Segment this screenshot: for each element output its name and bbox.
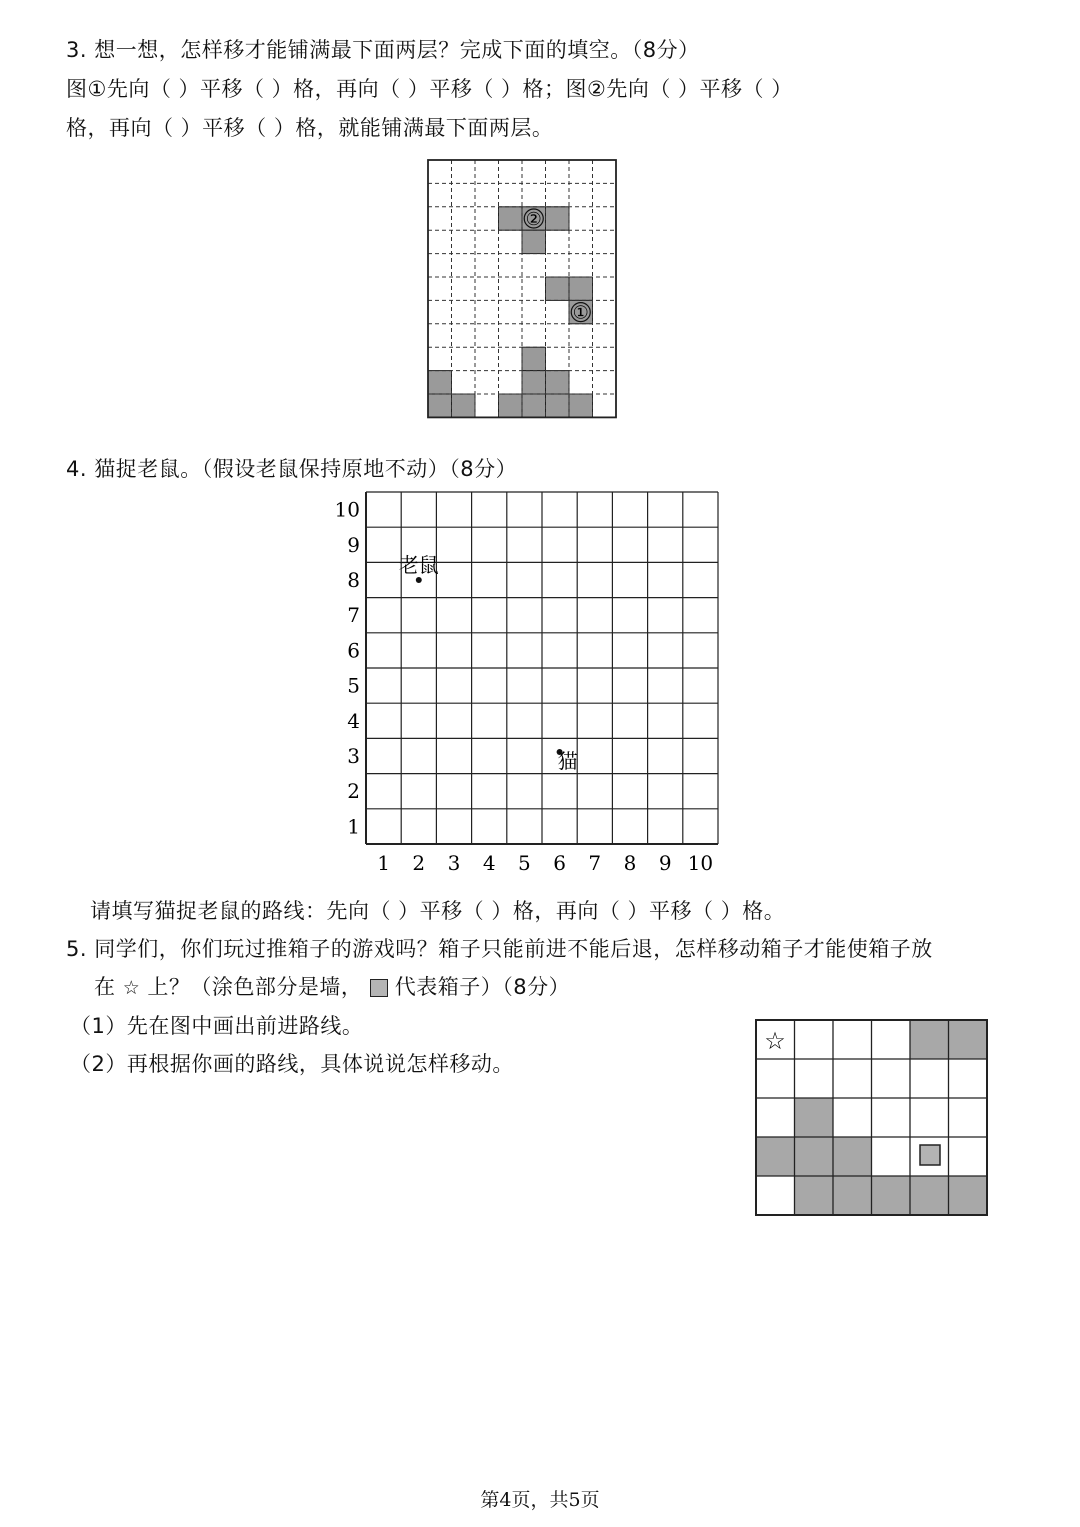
filled-cell (546, 207, 570, 230)
q5-sub-1: （1）先在图中画出前进路线。 (70, 1014, 364, 1038)
page-footer: 第4页，共5页 (480, 1489, 600, 1511)
mouse-point (416, 577, 422, 583)
x-tick-label: 5 (518, 851, 531, 875)
q5-title-part-a: 在 (94, 975, 116, 999)
mouse-label: 老鼠 (398, 553, 439, 577)
x-tick-label: 4 (482, 851, 496, 875)
q5-title-line-2 (94, 973, 570, 1002)
y-tick-label: 5 (347, 673, 360, 698)
y-tick-label: 9 (347, 532, 360, 557)
y-tick-label: 7 (347, 603, 360, 628)
filled-cell (546, 394, 570, 417)
q3-fill-line-2: 格，再向（ ）平移（ ）格，就能铺满最下面两层。 (66, 116, 554, 140)
filled-cell (499, 207, 523, 230)
filled-cell (546, 371, 570, 394)
wall-cell (795, 1137, 834, 1176)
wall-cell (795, 1176, 834, 1215)
filled-cell (569, 394, 593, 417)
q5-sub-2: （2）再根据你画的路线，具体说说怎样移动。 (70, 1052, 514, 1076)
filled-cell (522, 371, 546, 394)
wall-cell (756, 1137, 795, 1176)
wall-cell (872, 1176, 911, 1215)
wall-cell (949, 1176, 988, 1215)
x-tick-label: 2 (412, 851, 426, 875)
filled-cell (522, 394, 546, 417)
filled-cell (452, 394, 476, 417)
q5-title-line-1: 5. 同学们，你们玩过推箱子的游戏吗？箱子只能前进不能后退，怎样移动箱子才能使箱子放 (66, 937, 933, 961)
filled-cell (428, 394, 452, 417)
x-tick-label: 7 (588, 851, 602, 875)
x-tick-label: 9 (658, 851, 672, 875)
shape-1-label: ① (572, 302, 589, 324)
filled-cell (522, 347, 546, 370)
y-tick-label: 3 (347, 744, 360, 768)
q4-title: 4. 猫捉老鼠。（假设老鼠保持原地不动）（8分） (66, 457, 518, 481)
q5-push-box-grid (754, 1018, 990, 1218)
filled-cell (522, 230, 546, 253)
y-tick-label: 1 (347, 814, 360, 839)
x-tick-label: 1 (377, 851, 390, 875)
x-tick-label: 3 (447, 851, 461, 875)
wall-cell (795, 1098, 834, 1137)
q4-answer-line: 请填写猫捉老鼠的路线：先向（ ）平移（ ）格，再向（ ）平移（ ）格。 (90, 899, 786, 923)
star-icon: ☆ (122, 977, 141, 999)
wall-cell (833, 1176, 872, 1215)
filled-cell (546, 277, 570, 300)
shape-2-label: ② (525, 208, 542, 230)
filled-cell (428, 371, 452, 394)
q3-title: 3. 想一想，怎样移才能铺满最下面两层？完成下面的填空。（8分） (66, 38, 700, 62)
y-tick-label: 8 (347, 568, 360, 592)
wall-cell (833, 1137, 872, 1176)
y-tick-label: 4 (347, 708, 360, 733)
filled-cell (569, 277, 593, 300)
x-tick-label: 10 (687, 851, 714, 875)
star-target-icon: ☆ (764, 1027, 786, 1055)
filled-cell (499, 394, 523, 417)
y-tick-label: 2 (347, 779, 360, 804)
cat-label: 猫 (557, 749, 578, 773)
wall-cell (910, 1176, 949, 1215)
x-tick-label: 6 (553, 851, 566, 875)
box-icon-grid (920, 1145, 940, 1165)
q3-fill-line-1: 图①先向（ ）平移（ ）格，再向（ ）平移（ ）格；图②先向（ ）平移（ ） (66, 77, 793, 101)
y-tick-label: 10 (334, 497, 360, 522)
y-tick-label: 6 (347, 638, 360, 663)
wall-cell (910, 1020, 949, 1059)
q5-title-part-b: 上？（涂色部分是墙， (147, 975, 363, 999)
q5-title-part-c: 代表箱子）（8分） (394, 975, 571, 999)
box-icon (370, 979, 388, 997)
q3-tiling-grid (426, 158, 620, 420)
x-tick-label: 8 (623, 851, 637, 875)
q4-coordinate-grid (330, 486, 730, 886)
wall-cell (949, 1020, 988, 1059)
